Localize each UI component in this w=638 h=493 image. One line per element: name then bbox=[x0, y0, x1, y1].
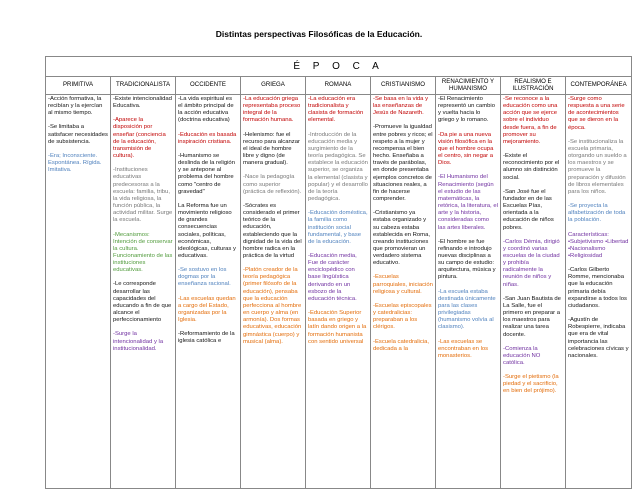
column-cell bbox=[371, 95, 436, 489]
cell-paragraph: -Se institucionaliza la escuela primaria, otorgando un sueldo a los maestros y se promueve la preparación y difusión de libros elementales para los niños. bbox=[568, 138, 627, 195]
cell-paragraph: -Se sostuvo en los dogmas por la enseñanza racional. bbox=[178, 267, 231, 288]
column-header: OCCIDENTE bbox=[176, 77, 241, 95]
cell-paragraph: -San José fue el fundador en de las Escuelas Pías, orientada a la educación de niños pobres. bbox=[503, 188, 554, 231]
cell-paragraph: -El Humanismo del Renacimiento (según el estudio de las matemáticas, la retórica, la literatura, el arte y la historia, consideradas como las artes liberales. bbox=[438, 174, 498, 231]
cell-paragraph: -Surge como respuesta a una serie de acontecimientos que se dieron en la época. bbox=[568, 96, 625, 131]
cell-paragraph: -Surge la intencionalidad y la institucionalidad. bbox=[113, 331, 164, 352]
column-header: ROMANA bbox=[306, 77, 371, 95]
cell-paragraph: -Surge el pietismo (la piedad y el sacrificio, en bien del prójimo). bbox=[503, 374, 559, 395]
cell-paragraph: -Se reconoce a la educación como una acción que se ejerce sobre el individuo desde fuera, a fin de promover su mejoramiento. bbox=[503, 96, 558, 145]
cell-paragraph: -Platón creador de la teoría pedagógica (primer filósofo de la educación), pensaba que la educación perfecciona al hombre en cuerpo y alma (en armonía). Dos formas educativas, educación gimnástica (cuerpo) y musical (alma). bbox=[243, 267, 302, 345]
cell-paragraph: -San Juan Bautista de La Salle, fue el primero en preparar a los maestros para realizar una tarea docente. bbox=[503, 295, 561, 338]
cell-paragraph: -Educación media, Fue de carácter enciclopédico con base lingüística derivando en un esbozo de la educación técnica. bbox=[308, 252, 357, 302]
cell-paragraph: -Nace la pedagogía como superior (práctica de reflexión). bbox=[243, 174, 302, 195]
cell-paragraph: -Carlos Gilberto Romme, mencionaba que la educación primaria debía expandirse a todos los ciudadanos. bbox=[568, 267, 627, 309]
cell-paragraph: -Da pie a una nueva visión filosófica en la que el hombre ocupa el centro, sin negar a Dios. bbox=[438, 131, 494, 167]
document-title: Distintas perspectivas Filosóficas de la Educación. bbox=[215, 29, 423, 39]
column-cell bbox=[176, 95, 241, 489]
cell-paragraph: -Le corresponde desarrollar las capacidades del educando a fin de que alcance el perfeccionamiento bbox=[113, 281, 172, 324]
cell-paragraph: -Cristianismo ya estaba organizado y su cabeza estaba establecida en Roma, creando instituciones que promovieran un verdadero sistema educativo. bbox=[373, 210, 430, 267]
cell-paragraph: La Reforma fue un movimiento religioso de grandes consecuencias sociales, políticas, económicas, ideológicas, culturas y educativas. bbox=[178, 202, 236, 259]
cell-paragraph: -Se limitaba a satisfacer necesidades de subsistencia. bbox=[48, 124, 108, 145]
cell-paragraph: Características: •Subjetivismo •Libertad •Nacionalismo •Religiosidad bbox=[568, 231, 629, 259]
cell-paragraph: -Escuelas parroquiales, iniciación religiosa y cultural. bbox=[373, 274, 433, 295]
cell-paragraph: -Escuelas episcopales y catedralicias: preparaban a los clérigos. bbox=[373, 302, 432, 331]
cell-paragraph: -Mecanismos: Intención de conservar la cultura. Funcionamiento de las instituciones educativas. bbox=[113, 231, 173, 274]
cell-paragraph: -El hombre se fue refinando e introdujo nuevas disciplinas a su campo de estudio: arquitectura, música y pintura. bbox=[438, 238, 496, 281]
cell-paragraph: -Aparece la disposición por enseñar (conciencia de la educación, transmisión de cultura). bbox=[113, 117, 166, 160]
cell-paragraph: -La escuela estaba destinada únicamente para las clases privilegiadas (humanismo volvía al clasismo). bbox=[438, 288, 496, 331]
cell-paragraph: -Carlos Démia, dirigió y coordinó varias escuelas de la ciudad y prohibía radicalmente la reunión de niños y niñas. bbox=[503, 238, 560, 288]
cell-paragraph: -Agustín de Robespierre, indicaba que era de vital importancia las celebraciones cívicas y nacionales. bbox=[568, 317, 629, 359]
column-header: TRADICIONALISTA bbox=[111, 77, 176, 95]
column-cell bbox=[46, 95, 111, 489]
cell-paragraph: -Helenismo: fue el recurso para alcanzar el ideal de hombre libre y digno (de manera gradual). bbox=[243, 131, 300, 167]
cell-paragraph: -Las escuelas se encontraban en los monasterios. bbox=[438, 338, 489, 359]
cell-paragraph: -Las escuelas quedan a cargo del Estado, organizadas por la Iglesia. bbox=[178, 295, 236, 324]
cell-paragraph: -La educación griega representaba proceso integral de la formación humana. bbox=[243, 96, 301, 124]
cell-paragraph: -Comienza la educación NO católica. bbox=[503, 345, 541, 366]
column-header-row bbox=[46, 77, 632, 95]
cell-paragraph: -Sócrates es considerado el primer teórico de la educación, estableciendo que la dignidad de la vida del hombre radica en la práctica de la virtud bbox=[243, 202, 302, 259]
column-header: REALISMO E ILUSTRACIÓN bbox=[501, 77, 566, 95]
column-cell bbox=[306, 95, 371, 489]
column-header: RENACIMIENTO Y HUMANISMO bbox=[436, 77, 501, 95]
cell-paragraph: -Reformamiento de la iglesia católica e bbox=[178, 331, 235, 345]
cell-paragraph: -Educación es basada inspiración cristiana. bbox=[178, 131, 237, 145]
column-cell bbox=[566, 95, 632, 489]
column-cell bbox=[436, 95, 501, 489]
column-header: PRIMITIVA bbox=[46, 77, 111, 95]
content-row bbox=[46, 95, 632, 489]
cell-paragraph: -Humanismo se deslinda de la religión y se antepone al problema del hombre como "centro de gravedad" bbox=[178, 152, 235, 195]
column-cell bbox=[501, 95, 566, 489]
column-header: CRISTIANISMO bbox=[371, 77, 436, 95]
cell-paragraph: -Acción formativa, la recibían y la ejercían al mismo tiempo. bbox=[48, 96, 103, 117]
column-header: GRIEGA bbox=[241, 77, 306, 95]
cell-paragraph: -Existe intencionalidad Educativa. bbox=[113, 96, 172, 110]
epoch-header: É P O C A bbox=[46, 57, 632, 77]
cell-paragraph: -Instituciones educativas predecesoras a la escuela: familia, tribu, la vida religiosa, la función pública, la actividad militar. Surge la escuela. bbox=[113, 167, 173, 224]
comparison-table bbox=[45, 56, 632, 489]
column-cell bbox=[111, 95, 176, 489]
column-header: CONTEMPORÁNEA bbox=[566, 77, 632, 95]
cell-paragraph: -El Renacimiento representó un cambio y vuelta hacia lo griego y lo romano. bbox=[438, 96, 495, 124]
cell-paragraph: -La vida espiritual es el ámbito principal de la acción educativa (doctrina educativa) bbox=[178, 96, 234, 124]
cell-paragraph: -Se proyecta la alfabetización de toda la población. bbox=[568, 203, 626, 224]
cell-paragraph: -Introducción de la educación media y surgimiento de la teoría pedagógica. Se establece la educación superior, se organiza la elemental (clasista y popular) y el desarrollo de la teoría pedagógica. bbox=[308, 131, 368, 203]
cell-paragraph: -Educación Superior basada en griego y latín dando origen a la formación humanista con sentido universal bbox=[308, 310, 367, 345]
cell-paragraph: -Se basa en la vida y las enseñanzas de Jesús de Nazareth. bbox=[373, 96, 429, 117]
cell-paragraph: -Era; Inconsciente. Espontánea. Rígida. Imitativa. bbox=[48, 152, 102, 174]
cell-paragraph: -Escuela catedralicia, dedicada a la bbox=[373, 338, 429, 352]
cell-paragraph: -Existe el reconocimiento por el alumno sin distinción social. bbox=[503, 153, 560, 181]
column-cell bbox=[241, 95, 306, 489]
cell-paragraph: -La educación era tradicionalista y clasista de formación elemental. bbox=[308, 96, 364, 124]
cell-paragraph: -Promueve la igualdad entre pobres y ricos; el respeto a la mujer y recompensa el bien hecho. Enseñaba a través de parábolas, en donde presentaba ejemplos concretos de situaciones reales, a fin de hacerse comprender. bbox=[373, 124, 433, 203]
cell-paragraph: -Educación doméstica, la familia como institución social fundamental, y base de la educación. bbox=[308, 210, 368, 245]
